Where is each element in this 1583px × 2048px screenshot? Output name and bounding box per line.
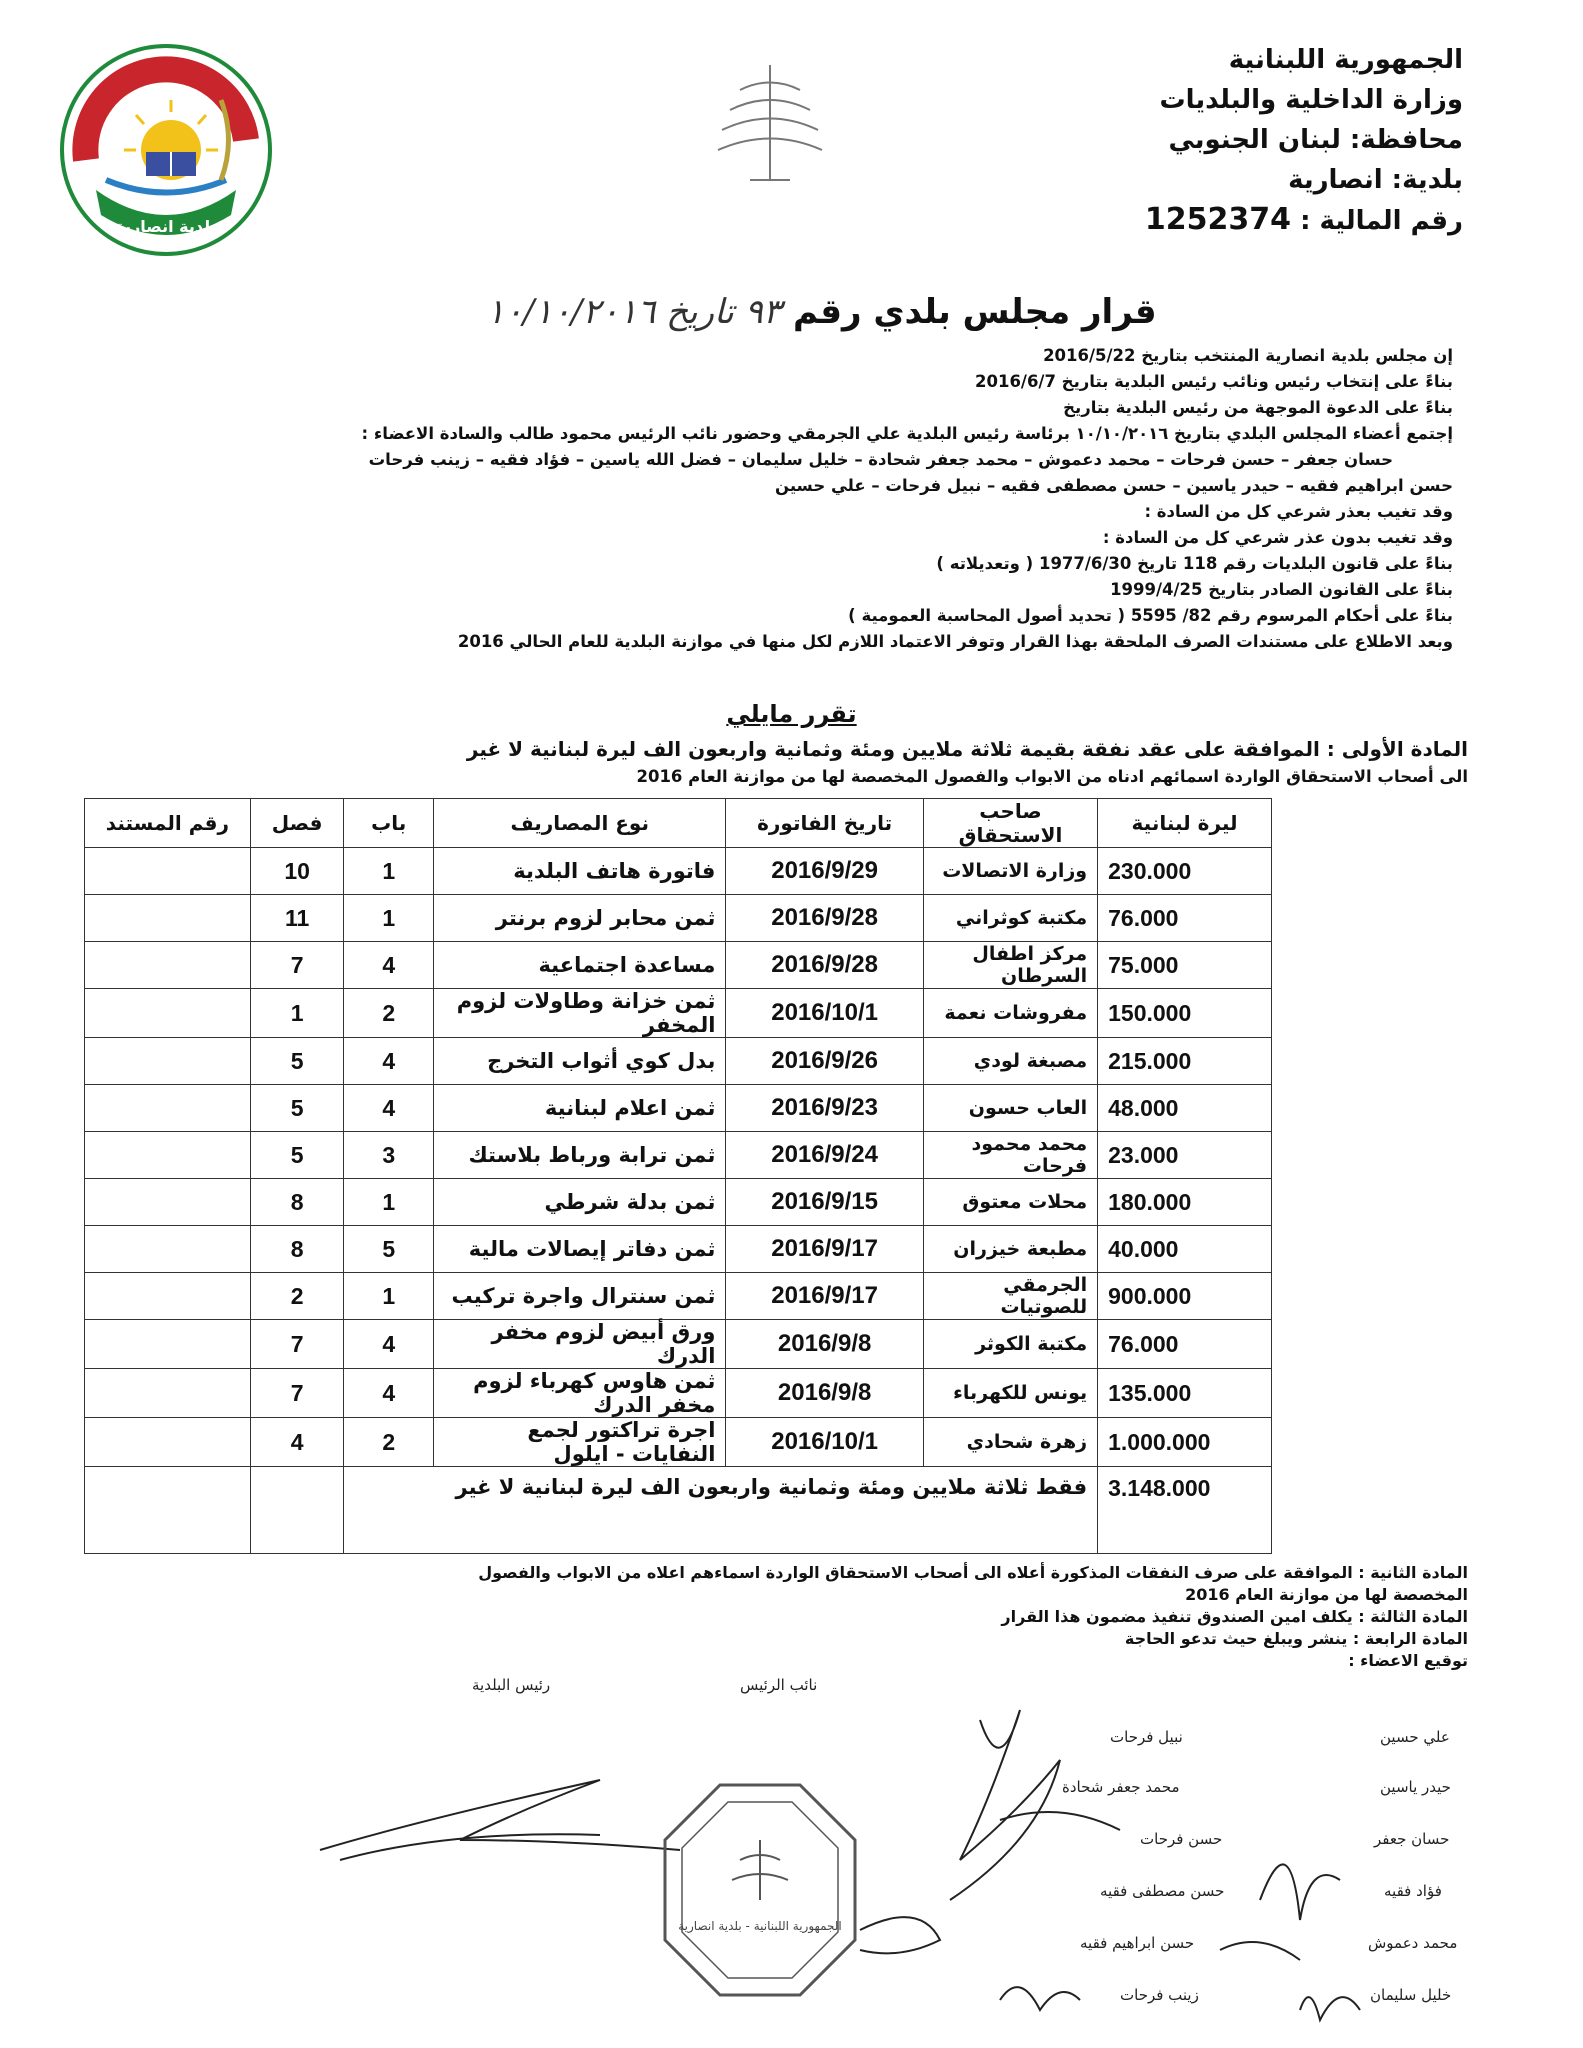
decision-title-text: قرار مجلس بلدي رقم <box>793 292 1157 332</box>
invoice-date-cell: 2016/9/29 <box>726 848 923 895</box>
table-row <box>85 1369 1272 1418</box>
amount-cell: 900.000 <box>1098 1273 1272 1320</box>
invoice-date-cell: 2016/9/15 <box>726 1179 923 1226</box>
amount-cell: 75.000 <box>1098 942 1272 989</box>
member-name: حسان جعفر <box>1374 1830 1450 1848</box>
fasl-cell: 5 <box>250 1132 344 1179</box>
member-name: علي حسين <box>1380 1728 1450 1746</box>
member-name: حيدر ياسين <box>1380 1778 1451 1796</box>
article-line: المخصصة لها من موازنة العام 2016 <box>1185 1585 1468 1604</box>
invoice-date-cell: 2016/10/1 <box>726 1418 923 1467</box>
expense-type-cell: ثمن خزانة وطاولات لزوم المخفر <box>434 989 726 1038</box>
document-number-cell <box>85 1418 251 1467</box>
preamble-line: بناءً على القانون الصادر بتاريخ 1999/4/25 <box>1110 580 1453 599</box>
payee-cell: زهرة شحادي <box>923 1418 1097 1467</box>
document-number-cell <box>85 1085 251 1132</box>
preamble-line: حسان جعفر – حسن فرحات – محمد دعموش – محمد جعفر شحادة – خليل سليمان – فضل الله ياسين – فؤاد فقيه – زينب فرحات <box>368 450 1393 469</box>
bab-cell: 4 <box>344 1320 434 1369</box>
amount-cell: 76.000 <box>1098 895 1272 942</box>
fasl-cell: 7 <box>250 942 344 989</box>
amount-cell: 1.000.000 <box>1098 1418 1272 1467</box>
invoice-date-cell: 2016/9/28 <box>726 895 923 942</box>
total-amount: 3.148.000 <box>1098 1467 1272 1554</box>
finance-number-value: 1252374 <box>1144 202 1292 237</box>
total-in-words: فقط ثلاثة ملايين ومئة وثمانية واربعون الف ليرة لبنانية لا غير <box>344 1467 1098 1554</box>
bab-cell: 4 <box>344 1369 434 1418</box>
article-one <box>88 733 1468 789</box>
payee-cell: مركز اطفال السرطان <box>923 942 1097 989</box>
table-row <box>85 1418 1272 1467</box>
table-row <box>85 1226 1272 1273</box>
preamble-line: وقد تغيب بدون عذر شرعي كل من السادة : <box>1102 528 1453 547</box>
amount-cell: 40.000 <box>1098 1226 1272 1273</box>
president-signature <box>320 1780 680 1850</box>
payee-cell: محلات معتوق <box>923 1179 1097 1226</box>
col-header-fasl: فصل <box>250 799 344 848</box>
total-empty-cell <box>250 1467 344 1554</box>
payee-cell: وزارة الاتصالات <box>923 848 1097 895</box>
bab-cell: 4 <box>344 1038 434 1085</box>
expense-type-cell: بدل كوي أثواب التخرج <box>434 1038 726 1085</box>
invoice-date-cell: 2016/9/17 <box>726 1226 923 1273</box>
payee-cell: مفروشات نعمة <box>923 989 1097 1038</box>
invoice-date-cell: 2016/9/17 <box>726 1273 923 1320</box>
official-stamp <box>660 1780 860 2000</box>
preamble-line: حسن ابراهيم فقيه – حيدر ياسين – حسن مصطفى فقيه – نبيل فرحات – علي حسين <box>774 476 1453 495</box>
bab-cell: 1 <box>344 848 434 895</box>
preamble <box>153 343 1453 655</box>
expenses-table <box>84 798 1272 1554</box>
fasl-cell: 7 <box>250 1320 344 1369</box>
document-number-cell <box>85 1273 251 1320</box>
bab-cell: 2 <box>344 989 434 1038</box>
article-line: المادة الثانية : الموافقة على صرف النفقات المذكورة أعلاه الى أصحاب الاستحقاق الواردة اسماءهم اعلاه من الابواب والفصول <box>478 1563 1468 1582</box>
preamble-line: بناءً على أحكام المرسوم رقم 82/ 5595 ( تحديد أصول المحاسبة العمومية ) <box>848 606 1453 625</box>
table-row <box>85 895 1272 942</box>
article-line: توقيع الاعضاء : <box>1348 1651 1468 1670</box>
amount-cell: 180.000 <box>1098 1179 1272 1226</box>
expense-type-cell: فاتورة هاتف البلدية <box>434 848 726 895</box>
bab-cell: 4 <box>344 1085 434 1132</box>
invoice-date-cell: 2016/9/24 <box>726 1132 923 1179</box>
payee-cell: العاب حسون <box>923 1085 1097 1132</box>
document-number-cell <box>85 1038 251 1085</box>
member-name: حسن مصطفى فقيه <box>1100 1882 1225 1900</box>
invoice-date-cell: 2016/9/23 <box>726 1085 923 1132</box>
document-number-cell <box>85 848 251 895</box>
table-row <box>85 1085 1272 1132</box>
expense-type-cell: ورق أبيض لزوم مخفر الدرك <box>434 1320 726 1369</box>
col-header-amount: ليرة لبنانية <box>1098 799 1272 848</box>
table-row <box>85 942 1272 989</box>
payee-cell: يونس للكهرباء <box>923 1369 1097 1418</box>
expense-type-cell: ثمن محابر لزوم برنتر <box>434 895 726 942</box>
amount-cell: 23.000 <box>1098 1132 1272 1179</box>
fasl-cell: 10 <box>250 848 344 895</box>
letterhead-finance-number <box>1043 200 1463 241</box>
table-row <box>85 1320 1272 1369</box>
article-one-main: المادة الأولى : الموافقة على عقد نفقة بقيمة ثلاثة ملايين ومئة وثمانية واربعون الف ليرة لبنانية لا غير <box>466 737 1468 761</box>
letterhead-ministry: وزارة الداخلية والبلديات <box>1159 85 1463 115</box>
preamble-line: وقد تغيب بعذر شرعي كل من السادة : <box>1144 502 1453 521</box>
invoice-date-cell: 2016/9/8 <box>726 1320 923 1369</box>
cedar-emblem <box>700 55 840 195</box>
document-number-cell <box>85 989 251 1038</box>
payee-cell: مطبعة خيزران <box>923 1226 1097 1273</box>
decision-heading: تقرر مايلي <box>726 700 857 728</box>
vice-president-signature <box>950 1710 1060 1900</box>
member-name: حسن فرحات <box>1140 1830 1223 1848</box>
member-signature <box>860 1917 940 1953</box>
col-header-expense-type: نوع المصاريف <box>434 799 726 848</box>
letterhead-republic: الجمهورية اللبنانية <box>1228 45 1463 75</box>
table-row <box>85 1179 1272 1226</box>
fasl-cell: 1 <box>250 989 344 1038</box>
total-empty-cell <box>85 1467 251 1554</box>
payee-cell: مكتبة كوثراني <box>923 895 1097 942</box>
letterhead-municipality: بلدية: انصارية <box>1288 165 1463 195</box>
bab-cell: 4 <box>344 942 434 989</box>
payee-cell: الجرمقي للصوتيات <box>923 1273 1097 1320</box>
document-number-cell <box>85 1132 251 1179</box>
document-number-cell <box>85 895 251 942</box>
member-name: زينب فرحات <box>1120 1986 1199 2004</box>
member-name: خليل سليمان <box>1370 1986 1452 2004</box>
document-number-cell <box>85 1369 251 1418</box>
col-header-payee: صاحب الاستحقاق <box>923 799 1097 848</box>
fasl-cell: 5 <box>250 1038 344 1085</box>
document-number-cell <box>85 1320 251 1369</box>
table-row <box>85 1038 1272 1085</box>
invoice-date-cell: 2016/9/28 <box>726 942 923 989</box>
bab-cell: 2 <box>344 1418 434 1467</box>
payee-cell: محمد محمود فرحات <box>923 1132 1097 1179</box>
member-signature <box>1300 1997 1360 2020</box>
expense-type-cell: مساعدة اجتماعية <box>434 942 726 989</box>
table-header-row <box>85 799 1272 848</box>
document-number-cell <box>85 1179 251 1226</box>
fasl-cell: 11 <box>250 895 344 942</box>
fasl-cell: 2 <box>250 1273 344 1320</box>
municipality-logo <box>56 40 276 260</box>
amount-cell: 76.000 <box>1098 1320 1272 1369</box>
document-number-cell <box>85 942 251 989</box>
table-total-row <box>85 1467 1272 1554</box>
expense-type-cell: ثمن ترابة ورباط بلاستك <box>434 1132 726 1179</box>
decision-title <box>460 292 1183 332</box>
table-row <box>85 1132 1272 1179</box>
bab-cell: 1 <box>344 895 434 942</box>
fasl-cell: 5 <box>250 1085 344 1132</box>
letterhead-governorate: محافظة: لبنان الجنوبي <box>1168 125 1463 155</box>
table-row <box>85 848 1272 895</box>
member-name: حسن ابراهيم فقيه <box>1080 1934 1195 1952</box>
stamp-text: الجمهورية اللبنانية - بلدية انصارية <box>678 1919 842 1933</box>
invoice-date-cell: 2016/10/1 <box>726 989 923 1038</box>
fasl-cell: 8 <box>250 1179 344 1226</box>
expense-type-cell: ثمن دفاتر إيصالات مالية <box>434 1226 726 1273</box>
preamble-line: وبعد الاطلاع على مستندات الصرف الملحقة بهذا القرار وتوفر الاعتماد اللازم لكل منها في موازنة البلدية للعام الحالي 2016 <box>457 632 1453 651</box>
amount-cell: 135.000 <box>1098 1369 1272 1418</box>
label-vice-president: نائب الرئيس <box>740 1676 818 1694</box>
member-name: محمد جعفر شحادة <box>1062 1778 1180 1796</box>
amount-cell: 48.000 <box>1098 1085 1272 1132</box>
member-name: نبيل فرحات <box>1110 1728 1183 1746</box>
finance-number-label: رقم المالية : <box>1300 206 1463 236</box>
article-line: المادة الثالثة : يكلف امين الصندوق تنفيذ مضمون هذا القرار <box>1001 1607 1468 1626</box>
preamble-line: بناءً على الدعوة الموجهة من رئيس البلدية بتاريخ <box>1063 398 1453 417</box>
fasl-cell: 4 <box>250 1418 344 1467</box>
member-signature <box>1260 1864 1340 1920</box>
preamble-line: إن مجلس بلدية انصارية المنتخب بتاريخ 2016/5/22 <box>1043 346 1453 365</box>
label-president: رئيس البلدية <box>472 1676 551 1694</box>
invoice-date-cell: 2016/9/8 <box>726 1369 923 1418</box>
expense-type-cell: ثمن اعلام لبنانية <box>434 1085 726 1132</box>
amount-cell: 150.000 <box>1098 989 1272 1038</box>
fasl-cell: 7 <box>250 1369 344 1418</box>
col-header-bab: باب <box>344 799 434 848</box>
expense-type-cell: ثمن هاوس كهرباء لزوم مخفر الدرك <box>434 1369 726 1418</box>
document-number-cell <box>85 1226 251 1273</box>
amount-cell: 230.000 <box>1098 848 1272 895</box>
preamble-line: إجتمع أعضاء المجلس البلدي بتاريخ ١٠/١٠/٢٠١٦ برئاسة رئيس البلدية علي الجرمقي وحضور نائب الرئيس محمود طالب والسادة الاعضاء : <box>361 424 1453 443</box>
table-row <box>85 989 1272 1038</box>
payee-cell: مصبغة لودي <box>923 1038 1097 1085</box>
article-line: المادة الرابعة : ينشر ويبلغ حيث تدعو الحاجة <box>1124 1629 1468 1648</box>
expense-type-cell: ثمن بدلة شرطي <box>434 1179 726 1226</box>
member-signature <box>1000 1987 1080 2010</box>
logo-text: بلدية انصارية <box>115 217 217 236</box>
member-signature <box>1220 1942 1300 1960</box>
expense-type-cell: ثمن سنترال واجرة تركيب <box>434 1273 726 1320</box>
member-name: محمد دعموش <box>1368 1934 1458 1952</box>
fasl-cell: 8 <box>250 1226 344 1273</box>
col-header-document-number: رقم المستند <box>85 799 251 848</box>
bab-cell: 5 <box>344 1226 434 1273</box>
member-name: فؤاد فقيه <box>1384 1882 1442 1900</box>
preamble-line: بناءً على قانون البلديات رقم 118 تاريخ 1977/6/30 ( وتعديلاته ) <box>936 554 1453 573</box>
article-one-sub: الى أصحاب الاستحقاق الواردة اسمائهم ادناه من الابواب والفصول المخصصة لها من موازنة العام 2016 <box>636 767 1468 786</box>
table-row <box>85 1273 1272 1320</box>
amount-cell: 215.000 <box>1098 1038 1272 1085</box>
bab-cell: 1 <box>344 1179 434 1226</box>
preamble-line: بناءً على إنتخاب رئيس ونائب رئيس البلدية بتاريخ 2016/6/7 <box>975 372 1453 391</box>
decision-title-handwritten: ٩٣ تاريخ ١٠/١٠/٢٠١٦ <box>486 292 782 332</box>
bab-cell: 3 <box>344 1132 434 1179</box>
expense-type-cell: اجرة تراكتور لجمع النفايات - ايلول <box>434 1418 726 1467</box>
bab-cell: 1 <box>344 1273 434 1320</box>
articles-two-to-four <box>168 1562 1468 1672</box>
col-header-invoice-date: تاريخ الفاتورة <box>726 799 923 848</box>
payee-cell: مكتبة الكوثر <box>923 1320 1097 1369</box>
invoice-date-cell: 2016/9/26 <box>726 1038 923 1085</box>
letterhead <box>1043 40 1463 241</box>
